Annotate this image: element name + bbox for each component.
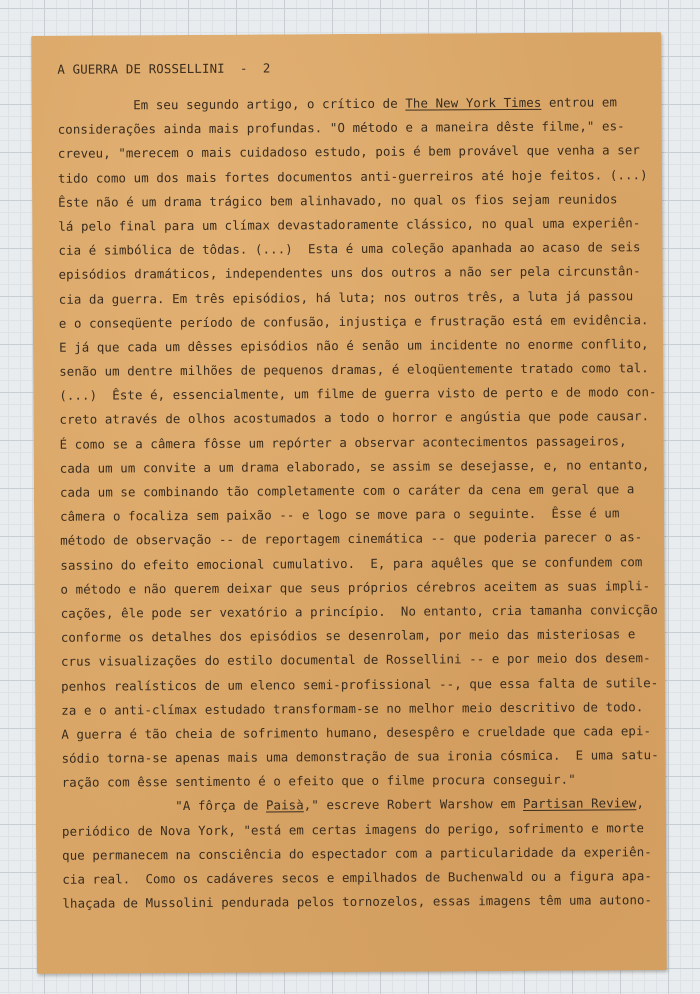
text-segment: sassino do efeito emocional cumulativo. E, para aquêles que se confundem com — [60, 553, 643, 573]
text-segment: "A fôrça de — [61, 797, 267, 815]
text-line — [60, 647, 651, 675]
text-line — [58, 308, 649, 336]
text-segment: método de observação -- de reportagem cinemática -- que poderia parecer o as- — [60, 529, 643, 549]
text-segment: episódios dramáticos, independentes uns dos outros a não ser pela circunstân- — [58, 263, 641, 283]
text-segment: za e o anti-clímax estudado transformam-se no melhor meio descritivo de todo. — [61, 698, 644, 718]
text-segment: cia da guerra. Em três episódios, há luta; nos outros três, a luta já passou — [58, 287, 634, 307]
text-line — [62, 767, 646, 795]
text-line — [59, 356, 649, 384]
text-segment: entrou em — [541, 94, 618, 110]
text-line — [60, 501, 644, 529]
text-segment: É como se a câmera fôsse um repórter a observar acontecimentos passageiros, — [59, 432, 627, 452]
text-segment: tido como um dos mais fortes documentos anti-guerreiros até hoje feitos. (...) — [57, 166, 648, 186]
text-segment: considerações ainda mais profundas. "O método e a maneira dêste filme," es- — [57, 118, 625, 137]
underlined-title: Partisan Review — [522, 795, 637, 812]
text-line — [60, 598, 658, 626]
text-line — [58, 211, 642, 239]
text-line — [59, 284, 643, 312]
typewritten-page — [31, 32, 667, 974]
text-line — [62, 888, 653, 916]
body-text — [57, 90, 659, 916]
text-segment: E já que cada um dêsses episódios não é senão um incidente no enorme conflito, — [58, 336, 649, 355]
text-line — [58, 235, 642, 263]
text-line — [59, 380, 657, 408]
text-line — [58, 139, 642, 167]
underlined-title: The New York Times — [405, 94, 542, 111]
text-segment: conforme os detalhes dos episódios se desenrolam, por meio das misteriosas e — [60, 626, 636, 645]
text-line — [58, 114, 642, 142]
text-line — [61, 743, 659, 771]
text-line — [61, 719, 652, 747]
text-line — [60, 429, 644, 457]
text-segment: lá pelo final para um clímax devastadoramente clássico, no qual uma experiên- — [58, 215, 641, 234]
text-line — [60, 526, 644, 554]
text-segment: , — [636, 795, 645, 811]
text-segment: cada um um convite a um drama elaborado, se assim se desejasse, e, no entanto, — [59, 456, 650, 476]
text-line — [60, 550, 644, 578]
text-segment: ," escreve Robert Warshow em — [303, 796, 524, 813]
text-line — [59, 260, 643, 288]
text-segment: que permanecem na consciência do espectador com a particularidade da experiên- — [62, 843, 652, 863]
text-line — [61, 622, 645, 650]
text-segment: e o conseqüente período de confusão, injustiça e frustração está em evidência. — [58, 311, 649, 331]
text-segment: penhos realísticos de um elenco semi-profissional --, que essa falta de sutile- — [61, 674, 659, 694]
text-segment: cia real. Como os cadáveres secos e empilhados de Buchenwald ou a figura apa- — [62, 868, 652, 887]
text-line — [58, 332, 649, 360]
text-line — [57, 90, 641, 118]
text-segment: A guerra é tão cheia de sofrimento humano, desespêro e crueldade que cada epi- — [61, 723, 652, 742]
text-line — [58, 187, 642, 215]
text-line — [59, 405, 650, 433]
underlined-title: Paisà — [265, 797, 304, 813]
text-segment: cações, êle pode ser vexatório a princípio. No entanto, cria tamanha convicção — [60, 602, 658, 621]
text-segment: Em seu segundo artigo, o crítico de — [57, 95, 406, 113]
text-segment: senão um dentre milhões de pequenos dramas, é eloqüentemente tratado como tal. — [59, 360, 649, 379]
page-header: A GUERRA DE ROSSELLINI - 2 — [57, 60, 271, 77]
text-segment: lhaçada de Mussolini pendurada pelos tornozelos, essas imagens têm uma autono- — [62, 892, 653, 911]
text-segment: periódico de Nova York, "está em certas imagens do perigo, sofrimento e morte — [61, 819, 645, 839]
text-line — [62, 816, 646, 844]
text-segment: cia é simbólica de tôdas. (...) Esta é uma coleção apanhada ao acaso de seis — [58, 239, 641, 258]
text-segment: câmera o focaliza sem paixão -- e logo se move para o seguinte. Êsse é um — [60, 505, 620, 524]
text-segment: (...) Êste é, essencialmente, um filme de guerra visto de perto e de modo con- — [59, 384, 657, 404]
text-segment: crus visualizações do estilo documental de Rossellini -- e por meio dos desem- — [60, 650, 651, 670]
text-segment: ração com êsse sentimento é o efeito que o filme procura conseguir." — [61, 771, 576, 791]
text-line — [62, 792, 646, 820]
text-line — [57, 163, 648, 191]
text-segment: cada um se combinando tão completamente com o caráter da cena em geral que a — [59, 481, 635, 500]
text-segment: creveu, "merecem o mais cuidadoso estudo, pois é bem provável que venha a ser — [57, 142, 641, 162]
text-line — [62, 864, 652, 892]
text-segment: sódio torna-se apenas mais uma demonstração de sua ironia cósmica. E uma satu- — [61, 747, 659, 766]
text-line — [59, 453, 650, 481]
text-line — [61, 695, 645, 723]
text-segment: Êste não é um drama trágico bem alinhavado, no qual os fios sejam reunidos — [58, 191, 618, 210]
text-line — [61, 671, 659, 699]
text-line — [60, 574, 651, 602]
text-segment: creto através de olhos acostumados a todo o horror e angústia que pode causar. — [59, 408, 650, 428]
text-line — [62, 840, 652, 868]
text-segment: o método e não querem deixar que seus próprios cérebros aceitem as suas impli- — [60, 577, 651, 597]
text-line — [60, 477, 644, 505]
